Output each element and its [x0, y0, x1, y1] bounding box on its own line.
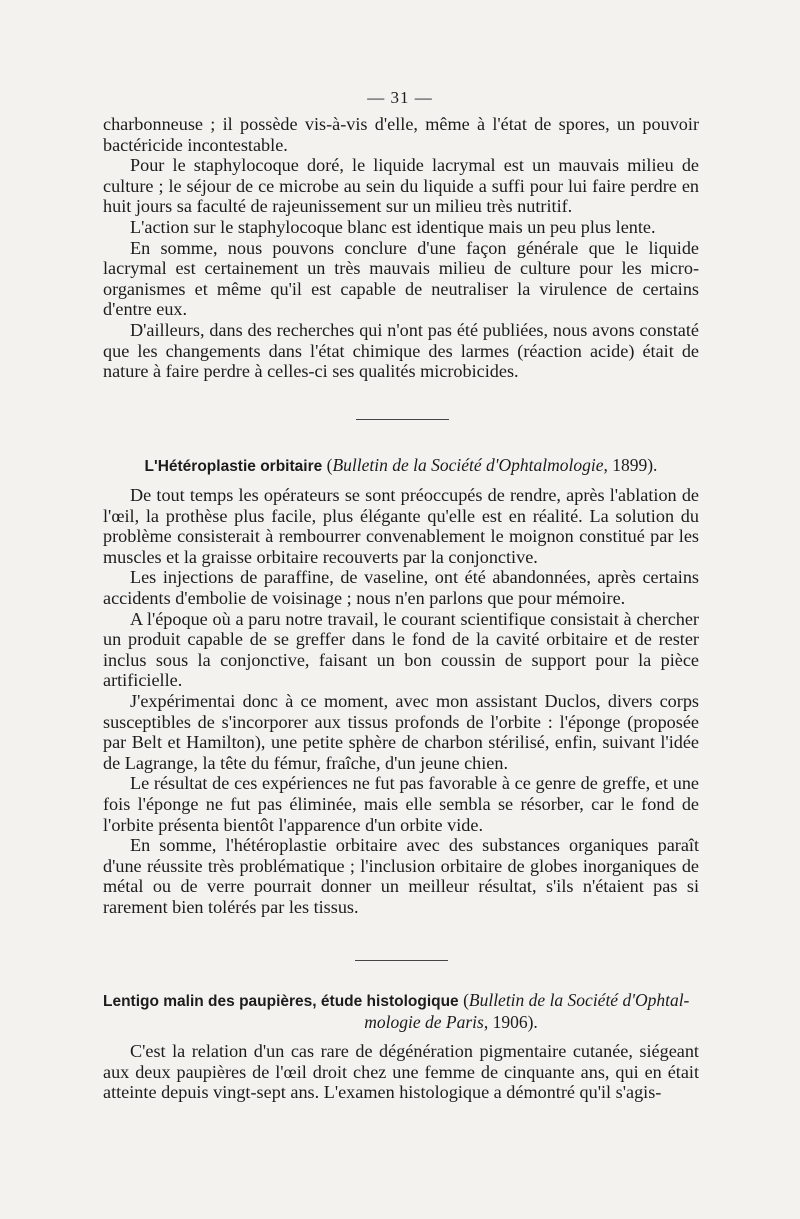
heading-ref-journal-1: Bulletin de la Société d'Ophtal-	[468, 990, 690, 1010]
paragraph: En somme, l'hétéroplastie orbitaire avec des substances organiques paraît d'une réussite très problématique ; l'inclusion orbitaire de globes inorganiques de métal ou de verre pourrait donner un meilleur résultat, s'ils n'étaient pas si rarement bien tolérés par les tissus.	[103, 835, 699, 917]
heading-title: L'Hétéroplastie orbitaire	[144, 458, 323, 475]
paragraph: L'action sur le staphylocoque blanc est identique mais un peu plus lente.	[130, 216, 656, 237]
paragraph: Les injections de paraffine, de vaseline, ont été abandonnées, après certains accidents d'embolie de voisinage ; nous n'en parlons que pour mémoire.	[103, 567, 699, 608]
paragraph: D'ailleurs, dans des recherches qui n'ont pas été publiées, nous avons constaté que les changements dans l'état chimique des larmes (réaction acide) était de nature à faire perdre à celles-ci ses qualités microbicides.	[103, 319, 699, 382]
section-2-heading	[103, 455, 699, 477]
paragraph: En somme, nous pouvons conclure d'une façon générale que le liquide lacrymal est certainement un très mauvais milieu de culture pour les micro-organismes et même qu'il est capable de neutraliser la virulence de certains d'entre eux.	[103, 237, 699, 320]
paragraph: charbonneuse ; il possède vis-à-vis d'elle, même à l'état de spores, un pouvoir bactéricide incontestable.	[103, 114, 699, 155]
section-divider	[355, 960, 448, 961]
section-1-text	[103, 114, 699, 382]
paragraph: A l'époque où a paru notre travail, le courant scientifique consistait à chercher un produit capable de se greffer dans le fond de la cavité orbitaire et de rester inclus sous la conjonctive, faisant un bon coussin de support pour la pièce artificielle.	[103, 608, 699, 691]
paragraph: J'expérimentai donc à ce moment, avec mon assistant Duclos, divers corps susceptibles de s'incorporer aux tissus profonds de l'orbite : l'éponge (proposée par Belt et Hamilton), une petite sphère de charbon stérilisé, enfin, suivant l'idée de Lagrange, la tête du fémur, fraîche, d'un jeune chien.	[103, 690, 699, 773]
page-number: — 31 —	[367, 88, 433, 107]
heading-ref-open: (	[458, 990, 469, 1010]
paragraph: De tout temps les opérateurs se sont préoccupés de rendre, après l'ablation de l'œil, la prothèse plus facile, plus élégante qu'elle est en réalité. La solution du problème consisterait à rembourrer convenablement le moignon constitué par les muscles et la graisse orbitaire recouverts par la conjonctive.	[103, 485, 699, 567]
heading-ref-close: , 1899).	[603, 455, 658, 475]
section-3-text	[103, 1041, 699, 1103]
heading-title: Lentigo malin des paupières, étude histologique	[103, 993, 459, 1010]
paragraph: Le résultat de ces expériences ne fut pas favorable à ce genre de greffe, et une fois l'éponge ne fut pas éliminée, mais elle sembla se résorber, car le fond de l'orbite présenta bientôt l'apparence d'un orbite vide.	[103, 773, 699, 835]
heading-ref-close: , 1906).	[483, 1012, 538, 1032]
section-2-text	[103, 485, 699, 917]
paragraph: Pour le staphylocoque doré, le liquide lacrymal est un mauvais milieu de culture ; le séjour de ce microbe au sein du liquide a suffi pour lui faire perdre en huit jours sa faculté de rajeunissement sur un milieu très nutritif.	[103, 155, 699, 217]
heading-ref-journal: Bulletin de la Société d'Ophtalmologie	[332, 455, 604, 475]
heading-ref-open: (	[322, 455, 333, 475]
heading-ref-journal-2: mologie de Paris	[364, 1012, 484, 1032]
paragraph: C'est la relation d'un cas rare de dégénération pigmentaire cutanée, siégeant aux deux paupières de l'œil droit chez une femme de cinquante ans, qui en était atteinte depuis vingt-sept ans. L'examen histologique a démontré qu'il s'agis-	[103, 1041, 699, 1103]
section-divider	[356, 419, 449, 420]
section-3-heading	[103, 990, 699, 1033]
